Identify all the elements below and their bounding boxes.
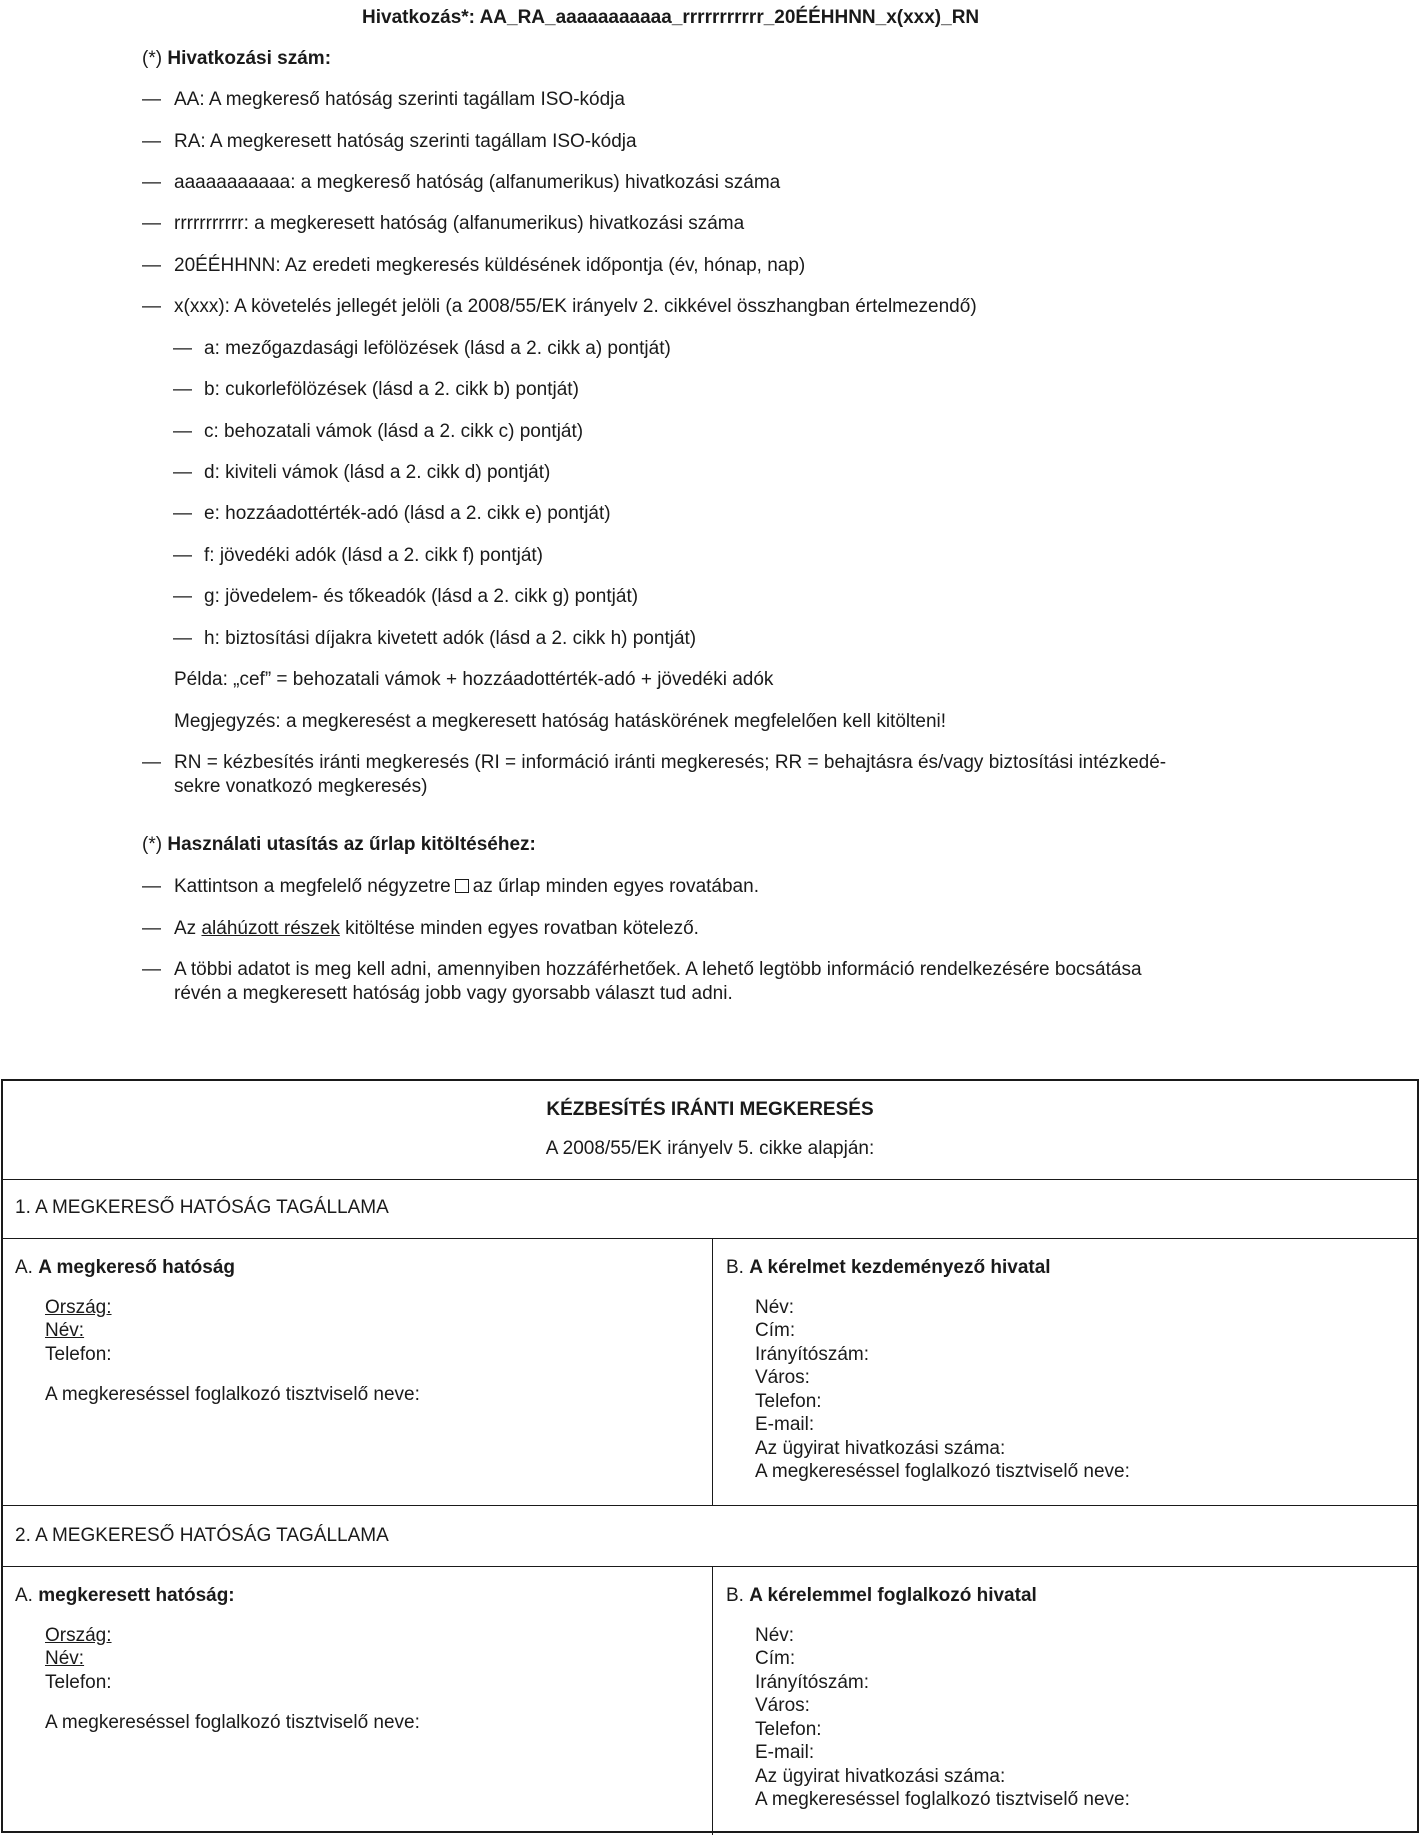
ref-section-title-text: Hivatkozási szám: [167, 48, 332, 69]
section1-a-title: A. A megkereső hatóság [15, 1257, 235, 1278]
b-phone-field-label: Telefon: [755, 1719, 822, 1740]
b-case-ref-field-label: Az ügyirat hivatkozási száma: [755, 1766, 1006, 1787]
usage-item: — Kattintson a megfelelő négyzetre az űrlap minden egyes rovatában. [142, 876, 759, 897]
underlined-parts-text: aláhúzott részek [201, 918, 340, 939]
ref-item: — 20ÉÉHHNN: Az eredeti megkeresés küldésének időpontja (év, hónap, nap) [142, 255, 806, 276]
b-phone-field-label: Telefon: [755, 1391, 822, 1412]
b-address-field-label: Cím: [755, 1320, 796, 1341]
claim-type-item: — d: kiviteli vámok (lásd a 2. cikk d) pontját) [173, 462, 551, 483]
form-title: KÉZBESÍTÉS IRÁNTI MEGKERESÉS [546, 1099, 874, 1120]
claim-type-item: — b: cukorlefölözések (lásd a 2. cikk b) pontját) [173, 379, 579, 400]
usage-section-title-text: Használati utasítás az űrlap kitöltéséhez: [167, 834, 536, 855]
checkbox-icon [455, 879, 469, 893]
b-city-field-label: Város: [755, 1367, 810, 1388]
section1-header: 1. A MEGKERESŐ HATÓSÁG TAGÁLLAMA [15, 1197, 389, 1218]
phone-field-label: Telefon: [45, 1672, 112, 1693]
ref-item: — AA: A megkereső hatóság szerinti tagállam ISO-kódja [142, 89, 625, 110]
ref-item: — aaaaaaaaaaa: a megkereső hatóság (alfanumerikus) hivatkozási száma [142, 172, 781, 193]
column-divider [712, 1566, 713, 1835]
b-email-field-label: E-mail: [755, 1742, 815, 1763]
official-name-field-label: A megkereséssel foglalkozó tisztviselő neve: [45, 1384, 420, 1405]
note-text: Megjegyzés: a megkeresést a megkeresett hatóság hatáskörének megfelelően kell kitölteni! [174, 711, 947, 732]
ref-section-title [142, 48, 331, 70]
service-request-form [1, 1079, 1419, 1833]
official-name-field-label: A megkereséssel foglalkozó tisztviselő neve: [45, 1712, 420, 1733]
claim-type-item: — c: behozatali vámok (lásd a 2. cikk c) pontját) [173, 421, 584, 442]
divider [3, 1505, 1417, 1506]
b-name-field-label: Név: [755, 1625, 795, 1646]
claim-type-item: — e: hozzáadottérték-adó (lásd a 2. cikk e) pontját) [173, 503, 611, 524]
rn-item-continued: sekre vonatkozó megkeresés) [174, 776, 428, 797]
usage-item-continued: révén a megkeresett hatóság jobb vagy gyorsabb választ tud adni. [174, 983, 733, 1004]
phone-field-label: Telefon: [45, 1344, 112, 1365]
section2-b-title: B. A kérelemmel foglalkozó hivatal [726, 1585, 1037, 1606]
name-field-label: Név: [45, 1648, 85, 1669]
rn-item: — RN = kézbesítés iránti megkeresés (RI = információ iránti megkeresés; RR = behajtásra és/vagy biztosítási intézkedé- [142, 752, 1167, 773]
example-text: Példa: „cef” = behozatali vámok + hozzáadottérték-adó + jövedéki adók [174, 669, 774, 690]
claim-type-item: — h: biztosítási díjakra kivetett adók (lásd a 2. cikk h) pontját) [173, 628, 697, 649]
name-field-label: Név: [45, 1320, 85, 1341]
claim-type-item: — g: jövedelem- és tőkeadók (lásd a 2. cikk g) pontját) [173, 586, 639, 607]
column-divider [712, 1238, 713, 1505]
divider [3, 1238, 1417, 1239]
b-email-field-label: E-mail: [755, 1414, 815, 1435]
section2-header: 2. A MEGKERESŐ HATÓSÁG TAGÁLLAMA [15, 1525, 389, 1546]
reference-format-heading: Hivatkozás*: AA_RA_aaaaaaaaaaa_rrrrrrrrrrr_20ÉÉHHNN_x(xxx)_RN [362, 7, 980, 28]
form-subtitle: A 2008/55/EK irányelv 5. cikke alapján: [545, 1138, 875, 1159]
section1-b-title: B. A kérelmet kezdeményező hivatal [726, 1257, 1051, 1278]
b-address-field-label: Cím: [755, 1648, 796, 1669]
usage-item: — A többi adatot is meg kell adni, amennyiben hozzáférhetőek. A lehető legtöbb információ rendelkezésére bocsátása [142, 959, 1142, 980]
divider [3, 1179, 1417, 1180]
section2-a-title: A. megkeresett hatóság: [15, 1585, 235, 1606]
b-official-field-label: A megkereséssel foglalkozó tisztviselő neve: [755, 1461, 1130, 1482]
country-field-label: Ország: [45, 1297, 112, 1318]
ref-item: — rrrrrrrrrrr: a megkeresett hatóság (alfanumerikus) hivatkozási száma [142, 213, 745, 234]
claim-type-item: — a: mezőgazdasági lefölözések (lásd a 2. cikk a) pontját) [173, 338, 671, 359]
b-official-field-label: A megkereséssel foglalkozó tisztviselő neve: [755, 1789, 1130, 1810]
b-city-field-label: Város: [755, 1695, 810, 1716]
claim-type-item: — f: jövedéki adók (lásd a 2. cikk f) pontját) [173, 545, 543, 566]
ref-item: — x(xxx): A követelés jellegét jelöli (a 2008/55/EK irányelv 2. cikkével összhangban értelmezendő) [142, 296, 977, 317]
asterisk-note: (*) [142, 834, 163, 855]
b-name-field-label: Név: [755, 1297, 795, 1318]
usage-section-title [142, 834, 536, 856]
ref-item: — RA: A megkeresett hatóság szerinti tagállam ISO-kódja [142, 131, 637, 152]
usage-item: — Az aláhúzott részek kitöltése minden egyes rovatban kötelező. [142, 918, 699, 939]
asterisk-note: (*) [142, 48, 163, 69]
b-postcode-field-label: Irányítószám: [755, 1344, 870, 1365]
b-case-ref-field-label: Az ügyirat hivatkozási száma: [755, 1438, 1006, 1459]
divider [3, 1566, 1417, 1567]
country-field-label: Ország: [45, 1625, 112, 1646]
b-postcode-field-label: Irányítószám: [755, 1672, 870, 1693]
